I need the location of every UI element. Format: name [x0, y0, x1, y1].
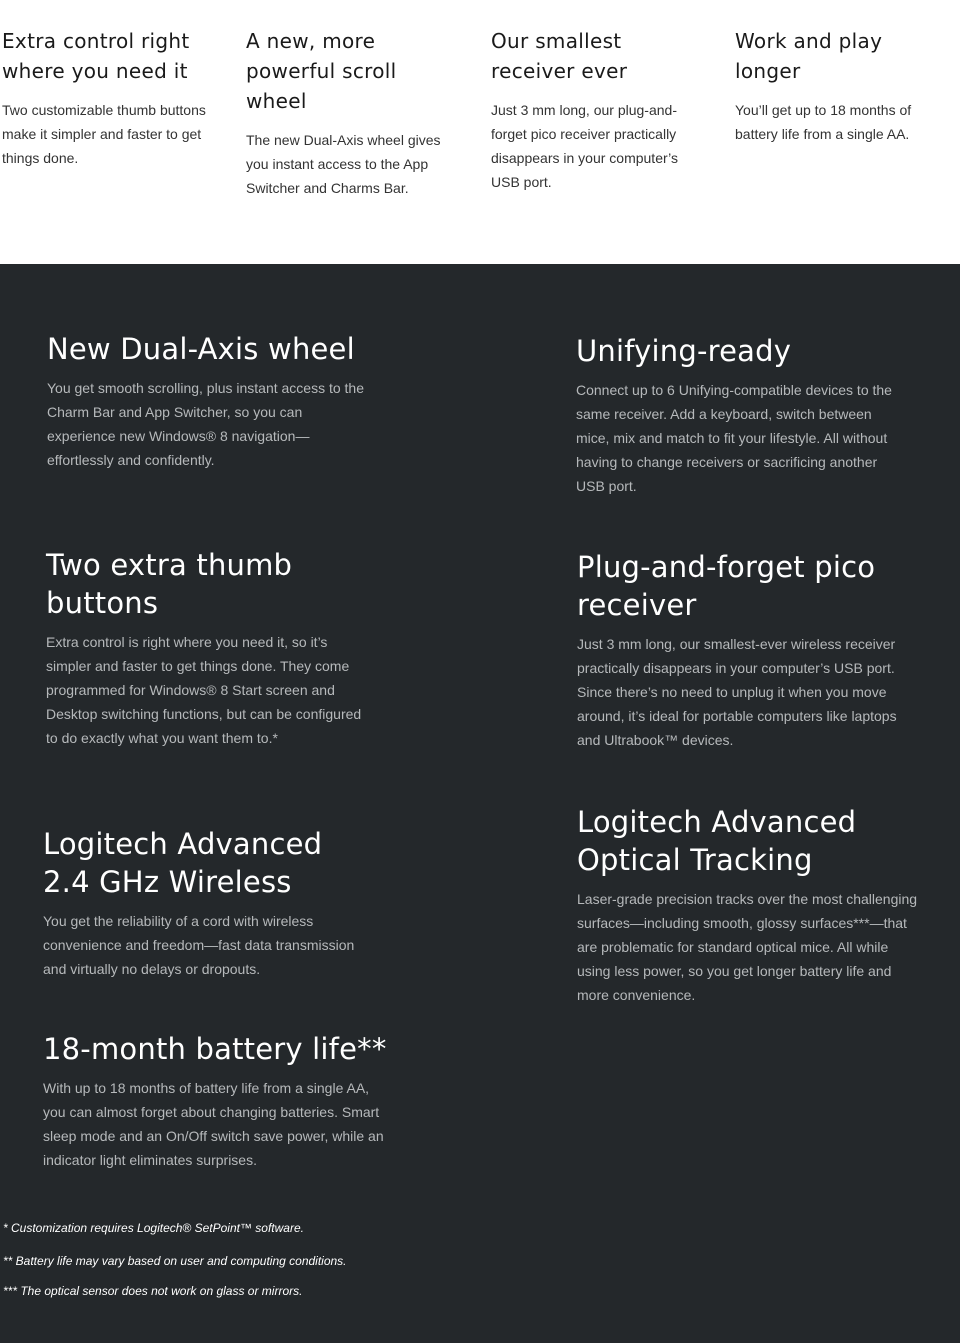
top-feature-title: Work and play longer [735, 29, 883, 83]
feature-body: You get the reliability of a cord with wireless convenience and freedom—fast data transmission and virtually no delays or dropouts. [43, 913, 355, 977]
top-feature-extra-control [2, 26, 217, 170]
feature-body: Extra control is right where you need it, so it’s simpler and faster to get things done. They come programmed for Windows® 8 Start screen and Desktop switching functions, but can be configured to do exactly what you want them to.* [46, 634, 362, 746]
top-feature-body: Just 3 mm long, our plug-and-forget pico receiver practically disappears in your computer’s USB port. [491, 102, 679, 190]
top-feature-scroll-wheel [246, 26, 451, 200]
feature-thumb-buttons [46, 546, 364, 750]
feature-unifying-ready [576, 332, 896, 498]
top-feature-body: You’ll get up to 18 months of battery life from a single AA. [735, 102, 912, 142]
footnotes [3, 1218, 603, 1301]
feature-wireless [43, 825, 373, 981]
feature-optical-tracking [577, 803, 922, 1007]
feature-title: Unifying-ready [576, 334, 792, 368]
footnote-customization: * Customization requires Logitech® SetPoint™ software. [3, 1221, 304, 1235]
feature-title: Plug-and-forget pico receiver [577, 550, 876, 622]
footnote-battery: ** Battery life may vary based on user and computing conditions. [3, 1254, 347, 1268]
feature-dual-axis-wheel [47, 330, 367, 472]
feature-battery-life [43, 1030, 388, 1172]
feature-body: Laser-grade precision tracks over the most challenging surfaces—including smooth, glossy surfaces***—that are problematic for standard optical mice. All while using less power, so you get longer battery life and more convenience. [577, 891, 918, 1003]
feature-body: You get smooth scrolling, plus instant access to the Charm Bar and App Switcher, so you can experience new Windows® 8 navigation—effortlessly and confidently. [47, 380, 364, 468]
top-feature-title: Extra control right where you need it [2, 29, 190, 83]
top-feature-title: A new, more powerful scroll wheel [246, 29, 397, 113]
top-feature-battery [735, 26, 935, 146]
feature-body: Connect up to 6 Unifying-compatible devices to the same receiver. Add a keyboard, switch between mice, mix and match to fit your lifestyle. All without having to change receivers or sacrificing another USB port. [576, 382, 892, 494]
top-features-section [0, 0, 960, 264]
top-feature-receiver [491, 26, 691, 194]
feature-title: Two extra thumb buttons [46, 548, 293, 620]
footnote-optical: *** The optical sensor does not work on glass or mirrors. [3, 1284, 303, 1298]
feature-title: New Dual-Axis wheel [47, 332, 355, 366]
top-feature-title: Our smallest receiver ever [491, 29, 628, 83]
top-feature-body: The new Dual-Axis wheel gives you instant access to the App Switcher and Charms Bar. [246, 132, 441, 196]
feature-title: 18-month battery life** [43, 1032, 387, 1066]
feature-pico-receiver [577, 548, 899, 752]
feature-title: Logitech Advanced Optical Tracking [577, 805, 857, 877]
feature-title: Logitech Advanced 2.4 GHz Wireless [43, 827, 323, 899]
feature-body: Just 3 mm long, our smallest-ever wireless receiver practically disappears in your computer’s USB port. Since there’s no need to unplug it when you move around, it’s ideal for portable computers like laptops and Ultrabook™ devices. [577, 636, 897, 748]
feature-body: With up to 18 months of battery life from a single AA, you can almost forget about changing batteries. Smart sleep mode and an On/Off switch save power, while an indicator light eliminates surprises. [43, 1080, 384, 1168]
top-feature-body: Two customizable thumb buttons make it simpler and faster to get things done. [2, 102, 206, 166]
